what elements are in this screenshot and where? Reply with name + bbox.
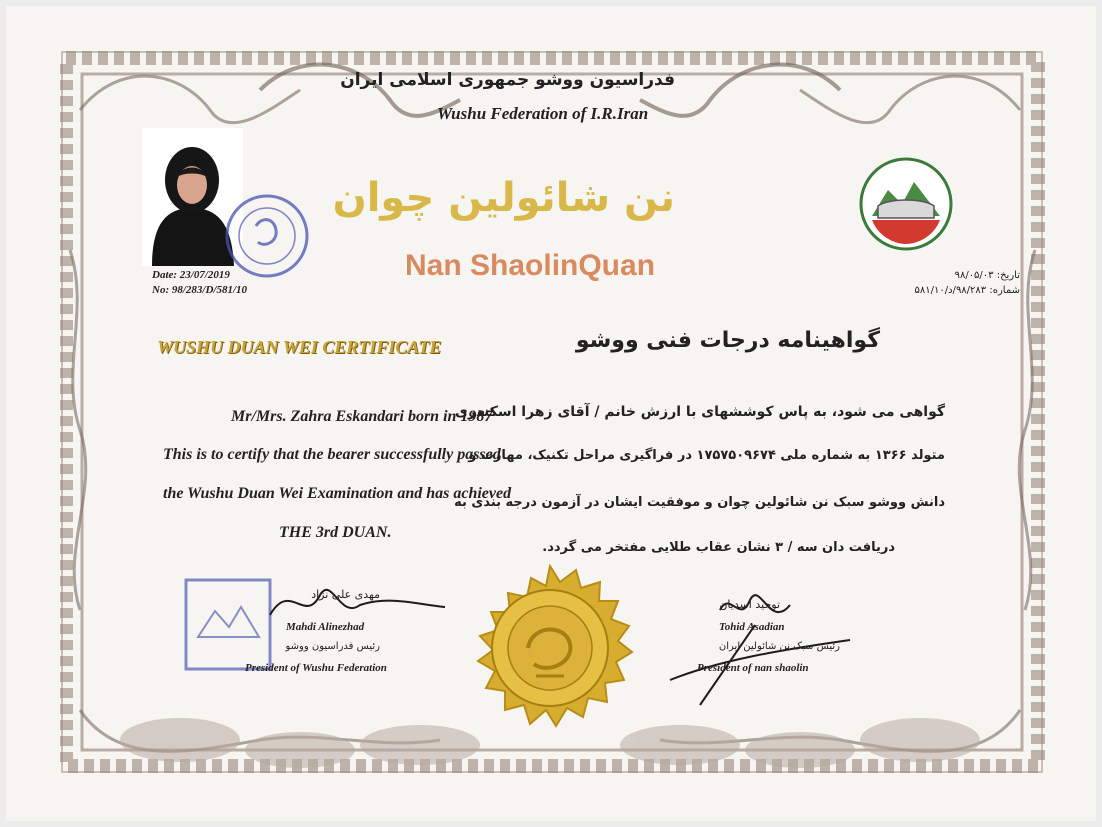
body-fa-line-3: دانش ووشو سبک نن شائولین چوان و موفقیت ایشان در آزمون درجه بندی به bbox=[454, 495, 945, 510]
examination-line: the Wushu Duan Wei Examination and has achieved bbox=[163, 485, 512, 502]
right-signer-name: Tohid Asadian bbox=[719, 621, 785, 633]
body-fa-line-2: متولد ۱۳۶۶ به شماره ملی ۱۷۵۷۵۰۹۶۷۴ در فراگیری مراحل تکنیک، مهارت و bbox=[468, 448, 945, 463]
reference-number: شماره: ۹۸/۲۸۳/د/۵۸۱/۱۰ bbox=[914, 285, 1020, 296]
style-title-fa: نن شائولین چوان bbox=[332, 175, 675, 221]
duan-line: THE 3rd DUAN. bbox=[279, 524, 392, 541]
gold-seal bbox=[466, 564, 634, 732]
federation-name-fa: فدراسیون ووشو جمهوری اسلامی ایران bbox=[340, 70, 675, 90]
federation-emblem bbox=[858, 156, 954, 252]
body-fa-line-4: دریافت دان سه / ۳ نشان عقاب طلایی مفتخر می گردد. bbox=[542, 540, 895, 555]
left-signer-role-fa: رئیس فدراسیون ووشو bbox=[285, 641, 380, 652]
federation-name-en: Wushu Federation of I.R.Iran bbox=[437, 104, 649, 123]
photo-date: Date: 23/07/2019 bbox=[152, 269, 230, 281]
holder-line: Mr/Mrs. Zahra Eskandari born in 1987 bbox=[231, 408, 493, 425]
right-signer-name-fa: توحید اسدیان bbox=[719, 598, 780, 611]
certificate-title-fa: گواهینامه درجات فنی ووشو bbox=[575, 328, 880, 353]
right-signer-role-fa: رئیس سبک نن شائولین ایران bbox=[718, 641, 840, 652]
certificate-title-en: WUSHU DUAN WEI CERTIFICATE bbox=[157, 337, 442, 357]
reference-date: تاریخ: ۹۸/۰۵/۰۳ bbox=[954, 270, 1020, 281]
style-title-en: Nan ShaolinQuan bbox=[405, 249, 656, 282]
right-signer-role: President of nan shaolin bbox=[697, 662, 809, 674]
photo-number: No: 98/283/D/581/10 bbox=[152, 284, 248, 296]
body-fa-line-1: گواهی می شود، به پاس کوششهای با ارزش خانم / آقای زهرا اسکندری bbox=[455, 404, 945, 420]
left-signer-name: Mahdi Alinezhad bbox=[286, 621, 365, 633]
left-signer-role: President of Wushu Federation bbox=[245, 662, 387, 674]
certify-line: This is to certify that the bearer successfully passed bbox=[163, 446, 501, 463]
left-signer-name-fa: مهدی علی نژاد bbox=[311, 588, 380, 601]
